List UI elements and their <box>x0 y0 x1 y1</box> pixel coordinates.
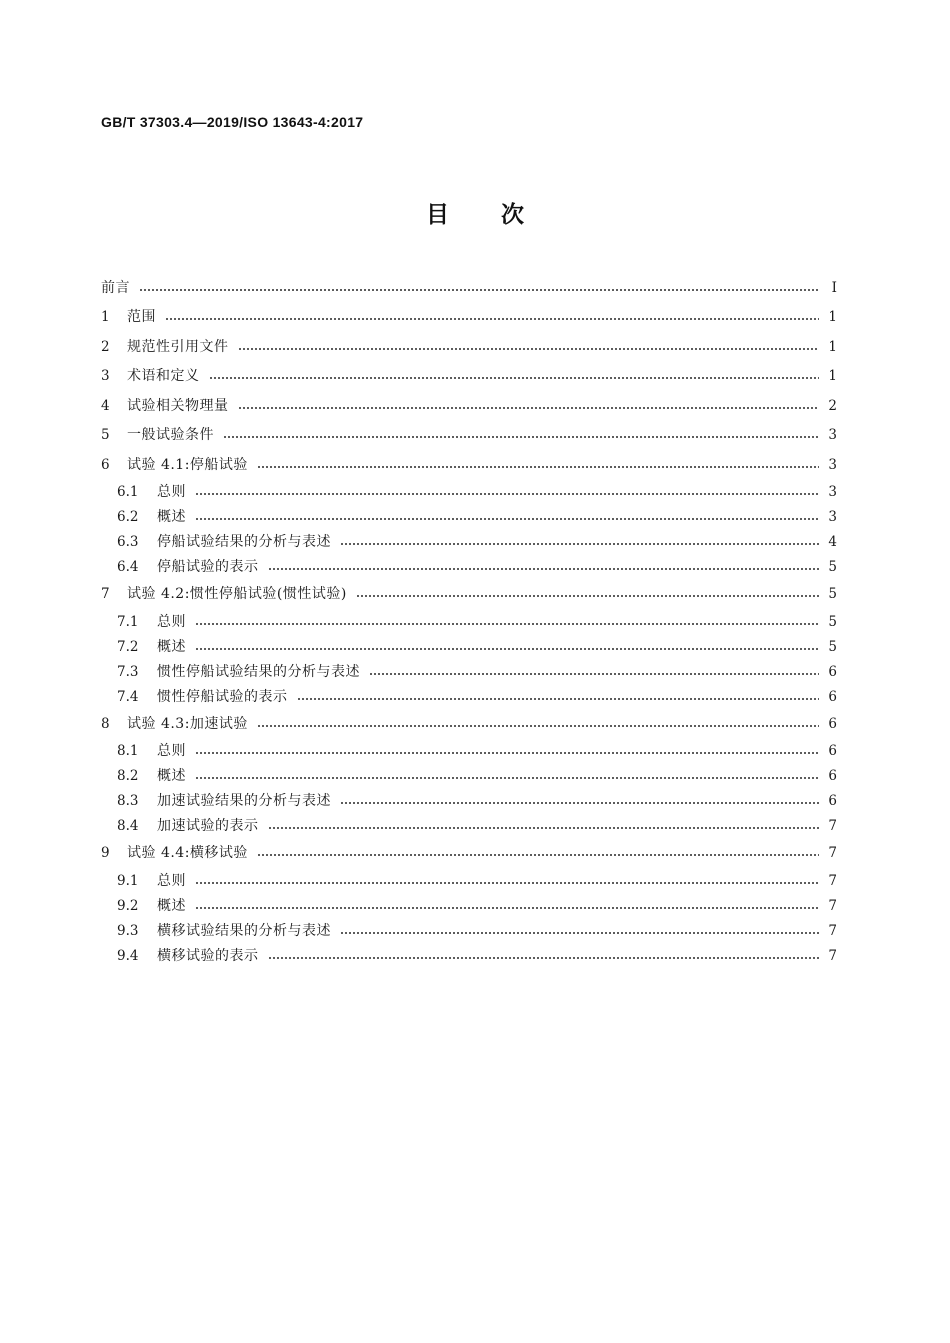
toc-entry-title: 停船试验结果的分析与表述 <box>157 534 331 550</box>
toc-entry[interactable] <box>101 893 837 918</box>
toc-entry-title: 试验 4.3:加速试验 <box>127 715 248 732</box>
toc-entry-page: 3 <box>828 509 837 525</box>
toc-entry[interactable] <box>101 303 837 333</box>
toc-entry[interactable] <box>101 868 837 893</box>
toc-entry-page: 1 <box>828 368 837 385</box>
toc-entry-title: 惯性停船试验的表示 <box>157 688 288 705</box>
dot-leader <box>139 289 820 291</box>
dot-leader <box>195 907 819 909</box>
toc-entry[interactable] <box>101 659 837 684</box>
toc-entry-number: 4 <box>101 397 110 414</box>
toc-entry-number: 6.3 <box>117 534 139 550</box>
toc-entry-page: 6 <box>828 793 837 809</box>
toc-entry-title: 范围 <box>127 309 156 326</box>
dot-leader <box>209 377 820 379</box>
toc-entry-page: 5 <box>828 586 837 603</box>
toc-entry-number: 6 <box>101 456 110 473</box>
toc-entry-page: 5 <box>828 559 837 575</box>
toc-entry-page: 6 <box>828 715 837 732</box>
dot-leader <box>297 698 820 700</box>
dot-leader <box>257 725 819 727</box>
toc-entry-number: 7.3 <box>117 663 139 680</box>
toc-entry-title: 横移试验结果的分析与表述 <box>157 922 331 939</box>
toc-entry-number: 8.1 <box>117 743 139 759</box>
dot-leader <box>195 623 819 625</box>
toc-entry-title: 概述 <box>157 768 186 784</box>
dot-leader <box>340 802 819 804</box>
toc-entry-page: 7 <box>828 897 837 914</box>
toc-entry[interactable] <box>101 421 837 451</box>
toc-entry[interactable] <box>101 450 837 480</box>
toc-entry-number: 6.2 <box>117 509 139 525</box>
table-of-contents <box>101 273 837 968</box>
toc-entry-title: 规范性引用文件 <box>127 338 229 355</box>
toc-entry-title: 横移试验的表示 <box>157 947 259 964</box>
toc-entry-page: 5 <box>828 638 837 655</box>
toc-entry-title: 总则 <box>157 872 186 889</box>
toc-entry-page: Ⅰ <box>831 279 837 296</box>
dot-leader <box>356 595 820 597</box>
dot-leader <box>268 827 820 829</box>
toc-entry-title: 试验 4.4:横移试验 <box>127 845 248 862</box>
toc-entry-title: 一般试验条件 <box>127 427 214 444</box>
toc-entry[interactable] <box>101 684 837 709</box>
dot-leader <box>195 493 819 495</box>
toc-entry-number: 8.2 <box>117 768 139 784</box>
toc-entry[interactable] <box>101 814 837 839</box>
toc-entry-page: 1 <box>828 309 837 326</box>
toc-entry-page: 7 <box>828 922 837 939</box>
toc-entry[interactable] <box>101 764 837 789</box>
toc-entry-number: 9.3 <box>117 922 139 939</box>
toc-entry-title: 惯性停船试验结果的分析与表述 <box>157 663 360 680</box>
toc-entry[interactable] <box>101 609 837 634</box>
toc-entry-title: 停船试验的表示 <box>157 559 259 575</box>
toc-entry[interactable] <box>101 391 837 421</box>
toc-entry-number: 9.2 <box>117 897 139 914</box>
toc-entry-number: 9 <box>101 845 110 862</box>
toc-entry-page: 1 <box>828 338 837 355</box>
toc-entry-title: 总则 <box>157 743 186 759</box>
toc-entry-page: 3 <box>828 456 837 473</box>
toc-entry-number: 1 <box>101 309 110 326</box>
toc-entry[interactable] <box>101 709 837 739</box>
toc-entry-title: 术语和定义 <box>127 368 200 385</box>
toc-entry[interactable] <box>101 580 837 610</box>
toc-entry[interactable] <box>101 918 837 943</box>
toc-entry-number: 5 <box>101 427 110 444</box>
toc-entry[interactable] <box>101 634 837 659</box>
toc-entry-page: 6 <box>828 688 837 705</box>
dot-leader <box>238 407 820 409</box>
dot-leader <box>195 777 819 779</box>
toc-entry[interactable] <box>101 480 837 505</box>
toc-entry-title: 概述 <box>157 897 186 914</box>
toc-entry-page: 7 <box>828 947 837 964</box>
toc-entry-title: 概述 <box>157 509 186 525</box>
toc-entry-page: 6 <box>828 768 837 784</box>
toc-entry[interactable] <box>101 530 837 555</box>
toc-entry-number: 9.4 <box>117 947 139 964</box>
toc-entry-title: 前言 <box>101 279 130 296</box>
toc-entry-title: 加速试验的表示 <box>157 818 259 834</box>
toc-entry-number: 6.1 <box>117 484 139 500</box>
toc-entry-page: 5 <box>828 613 837 630</box>
toc-entry[interactable] <box>101 739 837 764</box>
toc-entry-number: 7.2 <box>117 638 139 655</box>
dot-leader <box>340 932 819 934</box>
dot-leader <box>195 752 819 754</box>
dot-leader <box>238 348 820 350</box>
toc-entry-page: 3 <box>828 427 837 444</box>
dot-leader <box>195 882 819 884</box>
dot-leader <box>257 466 819 468</box>
toc-entry-page: 7 <box>828 845 837 862</box>
toc-entry-page: 2 <box>828 397 837 414</box>
toc-entry-page: 6 <box>828 663 837 680</box>
toc-entry-title: 试验相关物理量 <box>127 397 229 414</box>
toc-entry-number: 9.1 <box>117 872 139 889</box>
toc-entry[interactable] <box>101 789 837 814</box>
toc-entry-title: 试验 4.1:停船试验 <box>127 456 248 473</box>
dot-leader <box>195 518 819 520</box>
document-code: GB/T 37303.4—2019/ISO 13643-4:2017 <box>101 114 364 130</box>
toc-entry[interactable] <box>101 555 837 580</box>
toc-entry-page: 6 <box>828 743 837 759</box>
dot-leader <box>257 854 819 856</box>
dot-leader <box>195 648 819 650</box>
dot-leader <box>223 436 819 438</box>
page-title: 目次 <box>426 202 576 228</box>
dot-leader <box>268 568 820 570</box>
toc-entry-title: 概述 <box>157 638 186 655</box>
dot-leader <box>165 318 819 320</box>
toc-entry-page: 7 <box>828 818 837 834</box>
dot-leader <box>369 673 819 675</box>
toc-entry-number: 3 <box>101 368 110 385</box>
toc-entry-number: 8.4 <box>117 818 139 834</box>
toc-entry[interactable] <box>101 505 837 530</box>
toc-entry-number: 8 <box>101 715 110 732</box>
toc-entry[interactable] <box>101 273 837 303</box>
toc-entry[interactable] <box>101 839 837 869</box>
toc-entry-title: 总则 <box>157 613 186 630</box>
toc-entry-page: 7 <box>828 872 837 889</box>
toc-entry-number: 7.4 <box>117 688 139 705</box>
dot-leader <box>268 957 820 959</box>
toc-entry-number: 7.1 <box>117 613 139 630</box>
dot-leader <box>340 543 819 545</box>
toc-entry-title: 总则 <box>157 484 186 500</box>
toc-entry-number: 2 <box>101 338 110 355</box>
toc-entry-number: 8.3 <box>117 793 139 809</box>
toc-entry[interactable] <box>101 332 837 362</box>
toc-entry-number: 6.4 <box>117 559 139 575</box>
toc-entry-page: 3 <box>828 484 837 500</box>
toc-entry-page: 4 <box>828 534 837 550</box>
toc-entry-number: 7 <box>101 586 110 603</box>
toc-entry-title: 加速试验结果的分析与表述 <box>157 793 331 809</box>
toc-entry-title: 试验 4.2:惯性停船试验(惯性试验) <box>127 586 347 603</box>
toc-entry[interactable] <box>101 362 837 392</box>
toc-entry[interactable] <box>101 943 837 968</box>
